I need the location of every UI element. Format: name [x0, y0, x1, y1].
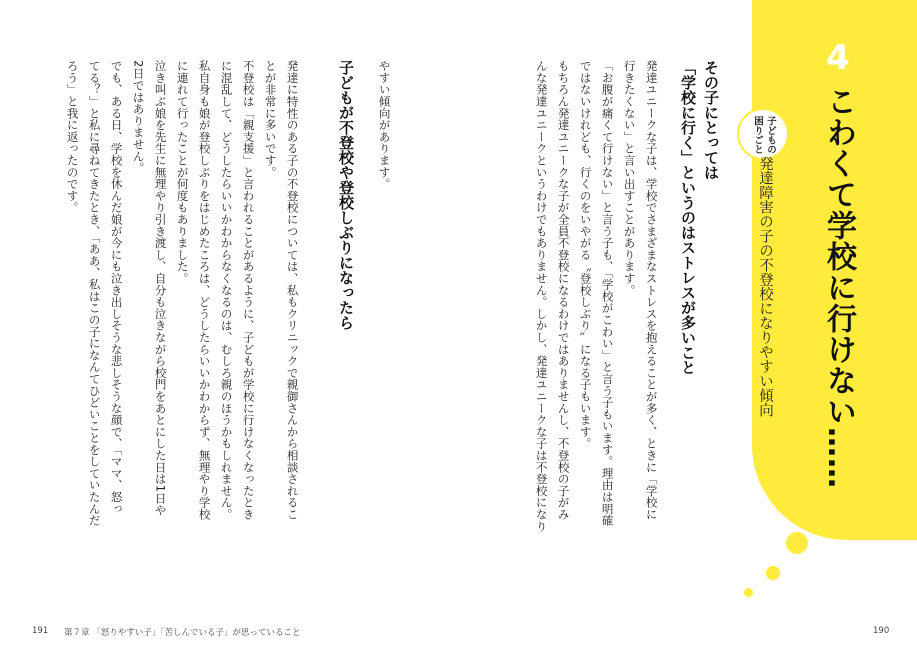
section2-line-8: 2日ではありません。 [131, 60, 146, 174]
chapter-title: こわくて学校に行けない…… [821, 86, 856, 489]
section1-line-1: 発達ユニークな子は、学校でさまざまなストレスを抱えることが多く、ときに「学校に [644, 60, 659, 521]
section1-line-3: 「お腹が痛くて行けない」と言う子も、「学校がこわい」と言う子もいます。理由は明確 [600, 60, 615, 527]
category-badge [737, 108, 789, 160]
decor-circle-medium [766, 566, 780, 580]
badge-line-1: 子どもの [765, 116, 776, 154]
section1-line-2: 行きたくない」と言い出すことがあります。 [622, 60, 637, 296]
left-page-number: 191 [32, 626, 49, 636]
section2-line-7: 泣き叫ぶ娘を先生に無理やり引き渡し、自分も泣きながら校門をあとにした日は1日や [153, 60, 168, 517]
section2-line-1: 発達に特性のある子の不登校については、私もクリニックで親御さんから相談されるこ [285, 60, 300, 521]
chapter-subtitle: 発達障害の子の不登校になりやすい傾向 [757, 156, 773, 417]
right-page-number: 190 [873, 626, 890, 636]
section1-line-4: ではないけれども、行くのをいやがる〝登校しぶり〟になる子もいます。 [578, 60, 593, 450]
section2-line-9: でも、ある日、学校を休んだ娘が今にも泣き出しそうな悲しそうな顔で、「ママ、怒っ [109, 60, 124, 515]
section1-line-7: やすい傾向があります。 [377, 60, 392, 190]
section1-heading-line-1: その子にとっては [702, 60, 720, 180]
left-chapter-label: 第７章 「怒りやすい子」「苦しんでいる子」が思っていること [64, 628, 301, 638]
section2-line-2: とが非常に多いです。 [263, 60, 278, 178]
section2-line-11: ろう」と我に返ったのです。 [65, 60, 80, 214]
section2-line-6: に連れて行ったことが何度もありました。 [175, 60, 190, 285]
decor-circle-small [744, 588, 753, 597]
chapter-number: 4 [826, 38, 850, 78]
badge-line-2: 困りごと [752, 116, 763, 154]
section1-heading-line-2: 「学校に行く」というのはストレスが多いこと [679, 60, 697, 375]
section1-line-6: んな発達ユニークというわけでもありません。しかし、発達ユニークな子は不登校になり [534, 60, 549, 532]
decor-circle-large [786, 532, 808, 554]
section2-heading: 子どもが不登校や登校しぶりになったら [337, 60, 355, 330]
section2-line-3: 不登校は「親支援」と言われることがあるように、子どもが学校に行けなくなったとき [241, 60, 256, 521]
section2-line-5: 私自身も娘が登校しぶりをはじめたころは、どうしたらいいかわからず、無理やり学校 [197, 60, 212, 521]
section2-line-4: に混乱して、どうしたらいいかわからなくなるのは、むしろ親のほうかもしれません。 [219, 60, 234, 521]
section1-line-5: もちろん発達ユニークな子が全員不登校になるわけではありませんし、不登校の子がみ [556, 60, 571, 521]
section2-line-10: てる？」と私に尋ねてきたとき、「ああ、私はこの子になんてひどいことをしていたんだ [87, 60, 102, 527]
